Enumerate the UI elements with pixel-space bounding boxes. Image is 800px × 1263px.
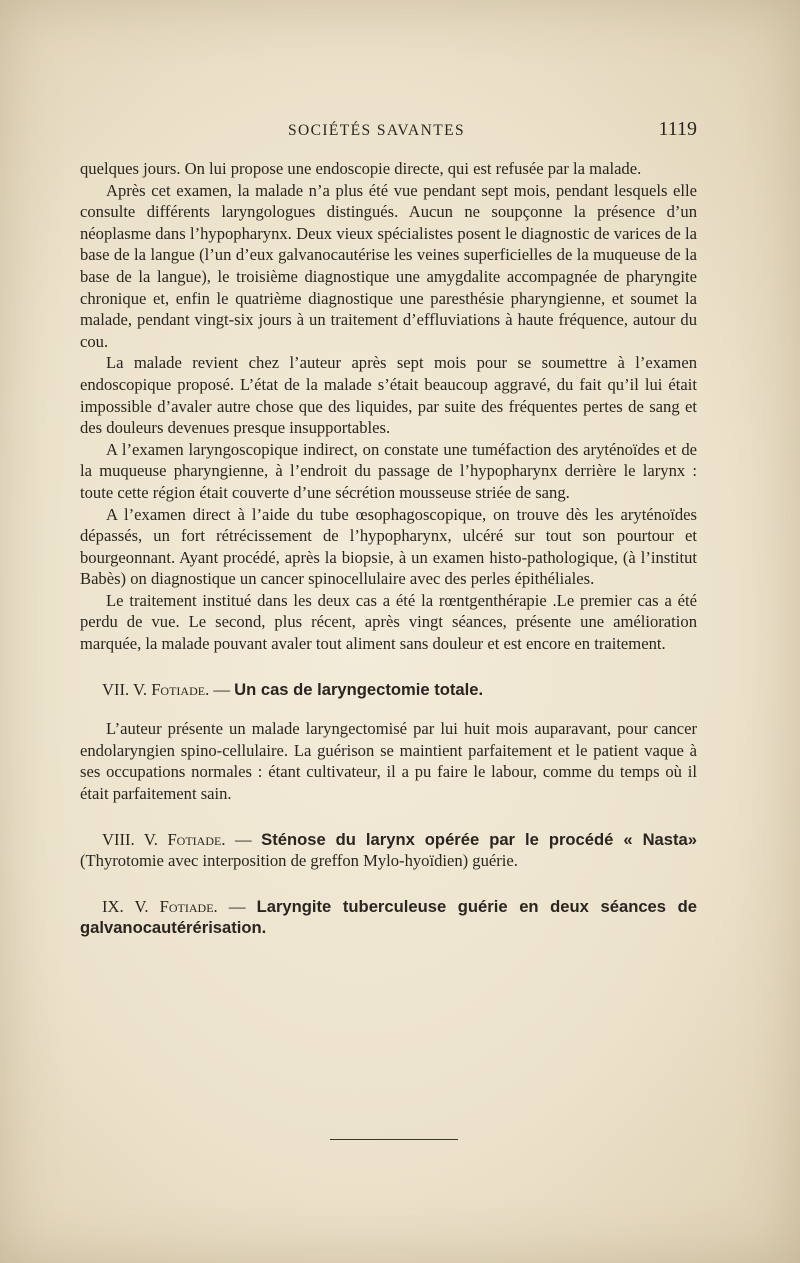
- section-dash: —: [209, 679, 235, 699]
- paragraph-3: La malade revient chez l’auteur après sept mois pour se soumettre à l’examen endoscopique proposé. L’état de la malade s’était beaucoup aggravé, du fait qu’il lui était impossible d’avaler autre chose que des liquides, par suite des fréquentes pertes de sang et des douleurs devenues presque insupportables.: [80, 353, 697, 438]
- section-title: Laryngite tuberculeuse guérie en deux séances de galvanocautérérisation.: [80, 896, 697, 938]
- paragraph-6: Le traitement institué dans les deux cas a été la rœntgenthérapie .Le premier cas a été perdu de vue. Le second, plus récent, après vingt séances, présente une amélioration marquée, la malade pouvant avaler tout aliment sans douleur et est encore en traitement.: [80, 590, 697, 654]
- section-numeral: VII. V.: [102, 679, 148, 699]
- section-dash: —: [217, 896, 257, 916]
- section-heading-vii: [80, 679, 697, 701]
- section-author: Fotiade.: [151, 679, 210, 699]
- page-header: [80, 118, 697, 148]
- section-author: Fotiade.: [159, 896, 218, 916]
- paragraph-2: Après cet examen, la malade n’a plus été vue pendant sept mois, pendant lesquels elle consulte différents laryngologues distingués. Aucun ne soupçonne la présence d’un néoplasme dans l’hypopharynx. Deux vieux spécialistes posent le diagnostic de varices de la base de la langue (l’un d’eux galvanocautérise les veines superficielles de la muqueuse de la base de la langue), le troisième diagnostique une amygdalite accompagnée de pharyngite chronique et, enfin le quatrième diagnostique une paresthésie pharyngienne, et soumet la malade, pendant vingt-six jours à un traitement d’effluviations à haute fréquence, autour du cou.: [80, 180, 697, 351]
- running-title: SOCIÉTÉS SAVANTES: [288, 122, 465, 139]
- section-dash: —: [225, 829, 262, 849]
- section-heading-ix: [80, 896, 697, 939]
- section-author: Fotiade.: [167, 829, 226, 849]
- section-heading-viii: [80, 829, 697, 872]
- section-numeral: VIII. V.: [102, 829, 158, 849]
- section-rest: (Thyrotomie avec interposition de greffon Mylo-hyoïdien) guérie.: [80, 851, 518, 871]
- section-title: Un cas de laryngectomie totale.: [234, 679, 484, 699]
- paragraph-4: A l’examen laryngoscopique indirect, on constate une tuméfaction des aryténoïdes et de la muqueuse pharyngienne, à l’endroit du passage de l’hypopharynx derrière le larynx : toute cette région était couverte d’une sécrétion mousseuse striée de sang.: [80, 439, 697, 502]
- page-number: 1119: [658, 118, 697, 140]
- paragraph-1: quelques jours. On lui propose une endoscopie directe, qui est refusée par la malade.: [80, 159, 642, 178]
- paragraph-5: A l’examen direct à l’aide du tube œsophagoscopique, on trouve dès les aryténoïdes dépassés, un fort rétrécissement de l’hypopharynx, ulcéré sur tout son pourtour et bourgeonnant. Ayant procédé, après la biopsie, à un examen histo-pathologique, (à l’institut Babès) on diagnostique un cancer spinocellulaire avec des perles épithéliales.: [80, 504, 697, 589]
- section-title: Sténose du larynx opérée par le procédé « Nasta»: [261, 829, 697, 849]
- article-body: [80, 158, 697, 939]
- section-numeral: IX. V.: [102, 896, 149, 916]
- section-body-vii: L’auteur présente un malade laryngectomisé par lui huit mois auparavant, pour cancer endolaryngien spino-cellulaire. La guérison se maintient parfaitement et le patient vaque à ses occupations normales : étant cultivateur, il a pu faire le labour, comme du temps où il était parfaitement sain.: [80, 719, 697, 804]
- end-rule: [330, 1139, 458, 1140]
